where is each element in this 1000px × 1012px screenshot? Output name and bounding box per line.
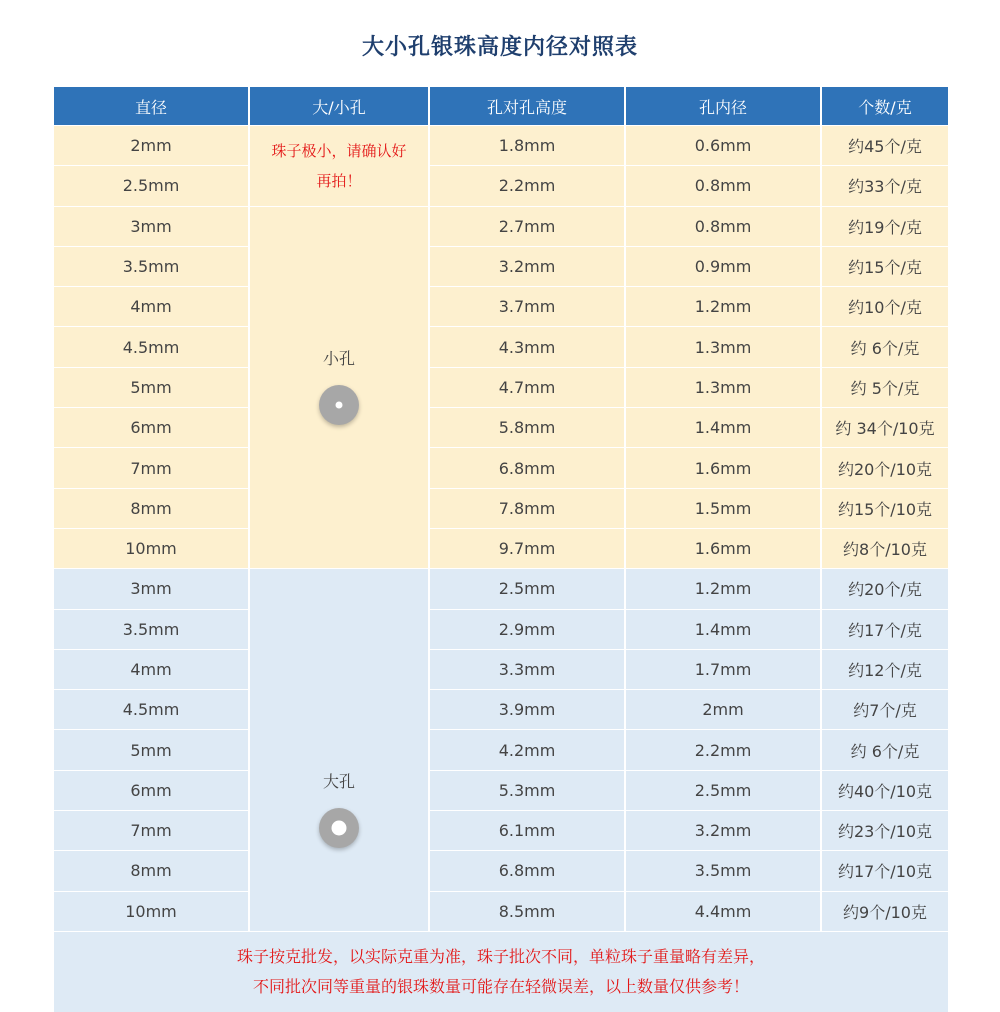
inner-diameter-cell: 4.4mm [625,891,821,931]
diameter-cell: 3mm [53,206,249,246]
table-row [53,609,949,649]
table-row [53,851,949,891]
diameter-cell: 3.5mm [53,246,249,286]
count-cell: 约 5个/克 [821,367,949,407]
header-inner-diameter: 孔内径 [625,87,821,126]
inner-diameter-cell: 0.8mm [625,166,821,206]
inner-diameter-cell: 1.4mm [625,408,821,448]
count-cell: 约 6个/克 [821,327,949,367]
inner-diameter-cell: 2.5mm [625,770,821,810]
large-hole-type-cell [249,569,429,932]
large-hole-bead-icon [319,808,359,848]
diameter-cell: 6mm [53,770,249,810]
table-row [53,569,949,609]
inner-diameter-cell: 0.6mm [625,126,821,166]
inner-diameter-cell: 1.6mm [625,448,821,488]
diameter-cell: 2.5mm [53,166,249,206]
diameter-cell: 10mm [53,891,249,931]
diameter-cell: 5mm [53,730,249,770]
table-row [53,408,949,448]
table-header-row [53,87,949,126]
table-row [53,730,949,770]
inner-diameter-cell: 3.2mm [625,811,821,851]
diameter-cell: 6mm [53,408,249,448]
small-hole-type-cell [249,206,429,569]
diameter-cell: 4.5mm [53,690,249,730]
inner-diameter-cell: 1.2mm [625,287,821,327]
count-cell: 约40个/10克 [821,770,949,810]
height-cell: 3.9mm [429,690,625,730]
height-cell: 2.5mm [429,569,625,609]
height-cell: 8.5mm [429,891,625,931]
count-cell: 约12个/克 [821,649,949,689]
table-row [53,367,949,407]
size-chart-table [52,87,950,1012]
table-row [53,246,949,286]
table-row [53,287,949,327]
height-cell: 2.2mm [429,166,625,206]
height-cell: 5.8mm [429,408,625,448]
table-row [53,690,949,730]
count-cell: 约20个/10克 [821,448,949,488]
diameter-cell: 4.5mm [53,327,249,367]
count-cell: 约17个/克 [821,609,949,649]
page-title: 大小孔银珠高度内径对照表 [361,35,638,60]
diameter-cell: 5mm [53,367,249,407]
warning-cell [249,126,429,207]
diameter-cell: 4mm [53,649,249,689]
height-cell: 1.8mm [429,126,625,166]
warning-text-line2: 再拍！ [316,172,362,190]
header-hole-type: 大/小孔 [249,87,429,126]
table-row [53,166,949,206]
inner-diameter-cell: 3.5mm [625,851,821,891]
height-cell: 7.8mm [429,488,625,528]
count-cell: 约7个/克 [821,690,949,730]
header-diameter: 直径 [53,87,249,126]
inner-diameter-cell: 2mm [625,690,821,730]
count-cell: 约20个/克 [821,569,949,609]
height-cell: 2.7mm [429,206,625,246]
table-row [53,891,949,931]
large-hole-label: 大孔 [322,771,355,791]
height-cell: 3.3mm [429,649,625,689]
count-cell: 约 34个/10克 [821,408,949,448]
count-cell: 约 6个/克 [821,730,949,770]
table-row [53,126,949,166]
count-cell: 约17个/10克 [821,851,949,891]
diameter-cell: 3.5mm [53,609,249,649]
height-cell: 6.8mm [429,448,625,488]
count-cell: 约19个/克 [821,206,949,246]
inner-diameter-cell: 1.6mm [625,528,821,568]
small-hole-bead-icon [319,385,359,425]
inner-diameter-cell: 1.3mm [625,327,821,367]
table-row [53,488,949,528]
height-cell: 2.9mm [429,609,625,649]
table-row [53,811,949,851]
inner-diameter-cell: 0.8mm [625,206,821,246]
table-row [53,528,949,568]
table-row [53,206,949,246]
count-cell: 约10个/克 [821,287,949,327]
inner-diameter-cell: 1.7mm [625,649,821,689]
count-cell: 约9个/10克 [821,891,949,931]
count-cell: 约33个/克 [821,166,949,206]
height-cell: 4.3mm [429,327,625,367]
table-row [53,649,949,689]
diameter-cell: 7mm [53,811,249,851]
footnote-line1: 珠子按克批发，以实际克重为准，珠子批次不同，单粒珠子重量略有差异， [236,946,765,966]
height-cell: 6.1mm [429,811,625,851]
inner-diameter-cell: 2.2mm [625,730,821,770]
diameter-cell: 8mm [53,851,249,891]
diameter-cell: 7mm [53,448,249,488]
table-row [53,770,949,810]
diameter-cell: 10mm [53,528,249,568]
inner-diameter-cell: 1.4mm [625,609,821,649]
warning-text-line1: 珠子极小，请确认好 [271,142,407,160]
header-count: 个数/克 [821,87,949,126]
height-cell: 5.3mm [429,770,625,810]
count-cell: 约15个/克 [821,246,949,286]
inner-diameter-cell: 1.3mm [625,367,821,407]
diameter-cell: 8mm [53,488,249,528]
inner-diameter-cell: 1.2mm [625,569,821,609]
count-cell: 约15个/10克 [821,488,949,528]
count-cell: 约23个/10克 [821,811,949,851]
height-cell: 3.7mm [429,287,625,327]
count-cell: 约45个/克 [821,126,949,166]
table-row [53,327,949,367]
footnote-line2: 不同批次同等重量的银珠数量可能存在轻微误差，以上数量仅供参考！ [252,976,749,996]
height-cell: 6.8mm [429,851,625,891]
table-row [53,448,949,488]
inner-diameter-cell: 1.5mm [625,488,821,528]
diameter-cell: 2mm [53,126,249,166]
height-cell: 3.2mm [429,246,625,286]
diameter-cell: 4mm [53,287,249,327]
height-cell: 9.7mm [429,528,625,568]
header-height: 孔对孔高度 [429,87,625,126]
height-cell: 4.2mm [429,730,625,770]
count-cell: 约8个/10克 [821,528,949,568]
inner-diameter-cell: 0.9mm [625,246,821,286]
small-hole-label: 小孔 [322,348,355,368]
diameter-cell: 3mm [53,569,249,609]
height-cell: 4.7mm [429,367,625,407]
